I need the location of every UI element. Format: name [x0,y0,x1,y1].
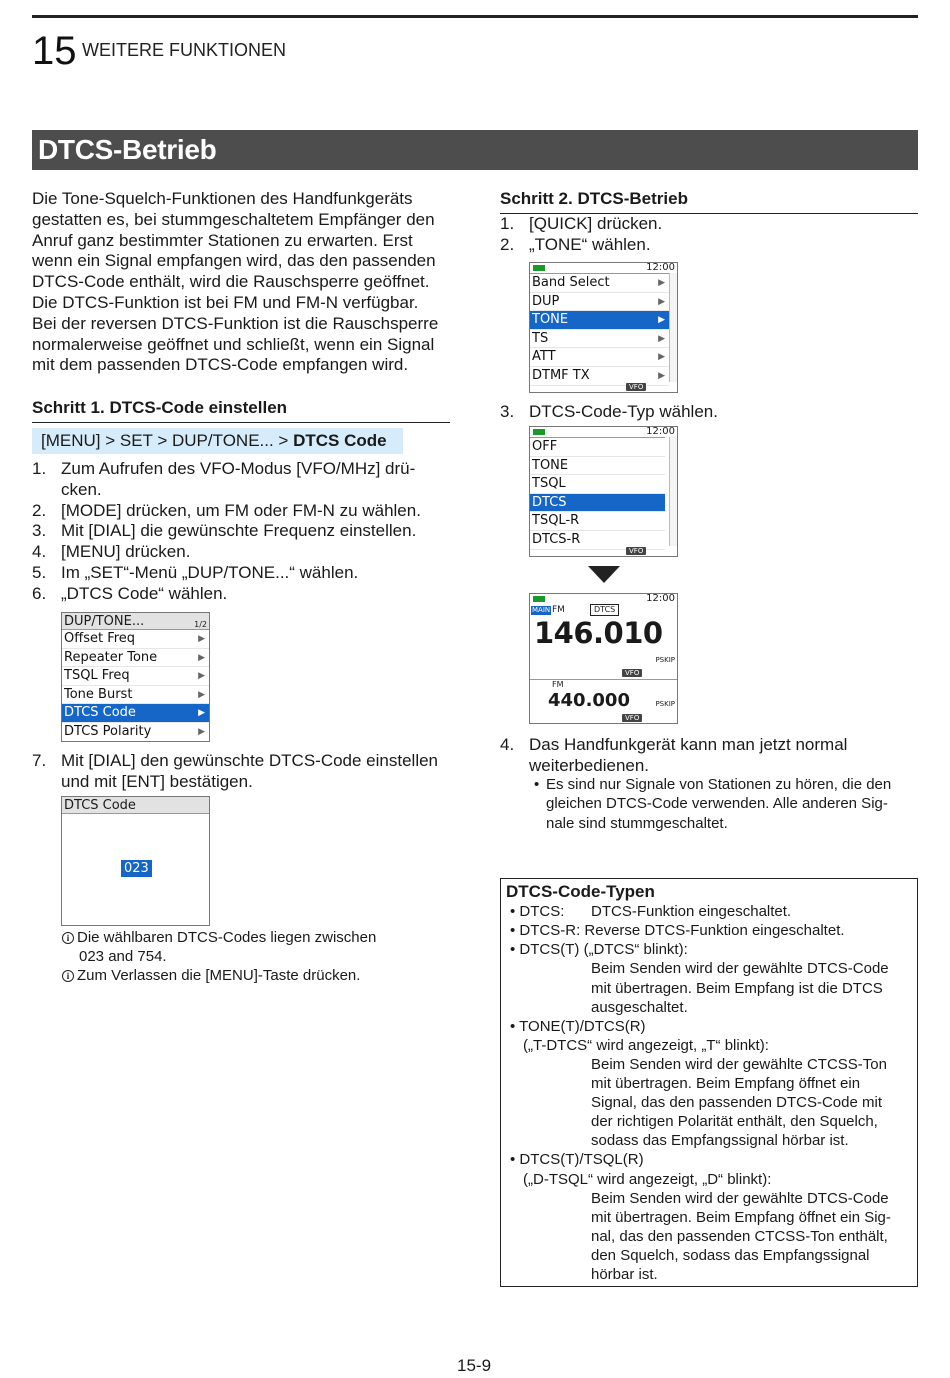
step2-item4-bullet [532,775,918,833]
box-title: DTCS-Code-Typen [506,882,655,901]
lcd-menu-label: TS [532,330,549,346]
note-line [62,947,442,966]
step2-heading: Schritt 2. DTCS-Betrieb [500,189,918,214]
note-text: 023 and 754. [79,948,167,965]
item-text: [QUICK] drücken. [529,214,663,233]
info-icon: i [62,970,74,982]
lcd-status-bar [530,427,677,437]
intro-line: mit dem passenden DTCS-Code empfangen wird. [32,355,409,375]
box-line: • DTCS(T) („DTCS“ blinkt): [510,941,688,959]
clock: 12:00 [646,426,675,437]
lcd-menu-label: ATT [532,349,556,365]
dtcs-code-types-box [500,878,918,1287]
lcd-menu-label: DTCS-R [532,531,581,547]
lcd-quick-menu [529,262,678,393]
lcd-status-bar [530,594,677,604]
list-item [500,235,918,256]
chevron-right-icon: ▶ [198,652,205,663]
item-number: 6. [32,583,47,603]
item-text: weiterbedienen. [529,755,650,775]
battery-icon [533,429,545,435]
note-line [62,928,442,947]
lcd-menu-row [530,457,665,476]
lcd-menu-row [530,311,669,330]
item-number: 4. [500,735,515,754]
intro-line: Die Tone-Squelch-Funktionen des Handfunkgeräts [32,189,413,208]
menu-path-prefix: [MENU] > SET > DUP/TONE... > [41,431,294,450]
note-text: Die wählbaren DTCS-Codes liegen zwischen [77,929,377,946]
menu-path-target: DTCS Code [293,431,387,450]
bullet-line: nale sind stummgeschaltet. [546,814,728,832]
list-item [500,402,918,423]
lcd-menu-label: TSQL [532,476,566,492]
clock: 12:00 [646,262,675,273]
item-number: 7. [32,751,47,770]
chevron-right-icon: ▶ [658,315,665,326]
step1-heading: Schritt 1. DTCS-Code einstellen [32,398,450,423]
lcd-menu-label: DTCS Code [64,705,136,721]
chevron-right-icon: ▶ [658,333,665,344]
lcd-duptone-menu [61,612,210,742]
lcd-menu-row [530,274,669,293]
chevron-right-icon: ▶ [658,296,665,307]
step2-list [500,214,918,256]
lcd-menu-row [530,367,669,386]
lcd-title: DUP/TONE... [64,614,145,629]
chevron-right-icon: ▶ [658,352,665,363]
item-number: 5. [32,562,47,582]
list-item [32,501,452,522]
lcd-menu-label: TSQL-R [532,513,580,529]
box-line: DTCS-Funktion eingeschaltet. [591,903,792,921]
item-number: 3. [500,402,515,421]
list-item [32,459,452,501]
box-line: Beim Senden wird der gewählte DTCS-Code [591,960,889,978]
box-line: • DTCS: [510,903,565,920]
box-line: sodass das Empfangssignal hörbar ist. [591,1132,849,1150]
lcd-menu-row [530,494,665,513]
sub-frequency: 440.000 [548,690,630,711]
lcd-dtcs-code [61,796,210,926]
chevron-right-icon: ▶ [198,671,205,682]
chapter-title: WEITERE FUNKTIONEN [82,40,287,60]
lcd-menu-row [62,723,209,742]
lcd-menu-label: DUP [532,293,560,309]
info-icon: i [62,932,74,944]
box-line: mit übertragen. Beim Empfang öffnet ein [591,1075,861,1092]
item-number: 2. [32,500,47,520]
dtcs-indicator: DTCS [590,604,619,616]
mode-sub: FM [552,680,564,689]
lcd-menu-rows [62,630,209,742]
lcd-menu-row [530,348,669,367]
vfo-tag: VFO [626,547,646,555]
lcd-status-bar [530,263,677,273]
intro-line: Die DTCS-Funktion ist bei FM und FM-N verfügbar. [32,292,419,312]
page-number: 15-9 [457,1356,492,1375]
chevron-right-icon: ▶ [658,370,665,381]
note-text: Zum Verlassen die [MENU]-Taste drücken. [77,967,361,984]
item-number: 1. [32,459,47,478]
lcd-menu-row [62,649,209,668]
main-frequency: 146.010 [534,616,663,650]
item-text: Mit [DIAL] die gewünschte Frequenz einstellen. [61,521,417,541]
intro-line: wenn ein Signal empfangen wird, das den passenden [32,251,436,271]
intro-line: Bei der reversen DTCS-Funktion ist die Rauschsperre [32,313,439,333]
menu-path [32,428,403,454]
list-item [500,735,918,777]
bullet-text: Es sind nur Signale von Stationen zu hören, die den [546,776,892,793]
item-text: cken. [61,479,102,499]
lcd-title: DTCS Code [64,798,136,813]
box-line: Beim Senden wird der gewählte CTCSS-Ton [591,1055,887,1073]
chapter-number: 15 [32,29,77,73]
lcd-menu-row [530,293,669,312]
item-text: Im „SET“-Menü „DUP/TONE...“ wählen. [61,562,359,582]
lcd-menu-label: TONE [532,457,569,473]
dtcs-code-value: 023 [121,860,152,877]
step1-list [32,459,452,605]
lcd-menu-label: TSQL Freq [64,668,130,684]
item-number: 3. [32,521,47,541]
box-line: hörbar ist. [591,1266,658,1283]
pskip-main: PSKIP [655,656,675,664]
lcd-tone-menu [529,426,678,557]
box-line: Signal, das den passenden DTCS-Code mit [591,1094,882,1112]
pskip-sub: PSKIP [655,700,675,708]
chevron-right-icon: ▶ [198,634,205,644]
lcd-menu-row [530,438,665,457]
item-number: 1. [500,214,515,233]
lcd-menu-rows [530,273,669,386]
item-text: „TONE“ wählen. [529,234,651,254]
item-text: Mit [DIAL] den gewünschte DTCS-Code einstellen [61,751,439,770]
box-line: den Squelch, sodass das Empfangssignal [591,1246,870,1264]
lcd-menu-label: TONE [532,312,569,328]
step1-item7 [32,751,452,793]
item-text: und mit [ENT] bestätigen. [61,771,253,791]
lcd-menu-row [62,667,209,686]
note-line [62,966,442,985]
battery-icon [533,265,545,271]
box-line: mit übertragen. Beim Empfang ist die DTCS [591,979,883,997]
battery-icon [533,596,545,602]
item-text: „DTCS Code“ wählen. [61,583,228,603]
intro-line: DTCS-Code enthält, wird die Rauschsperre geöffnet. [32,272,430,292]
clock: 12:00 [646,593,675,604]
main-tag: MAIN [532,606,551,614]
chevron-right-icon: ▶ [198,708,205,719]
lcd-menu-row [62,630,209,649]
chevron-right-icon: ▶ [658,278,665,288]
item-text: DTCS-Code-Typ wählen. [529,402,718,421]
intro-paragraph [32,189,452,376]
list-item [32,751,452,793]
lcd-title-bar [62,797,209,814]
lcd-menu-row [62,686,209,705]
item-text: Zum Aufrufen des VFO-Modus [VFO/MHz] drü- [61,459,416,478]
box-line: • TONE(T)/DTCS(R) [510,1017,646,1035]
vfo-tag: VFO [622,669,642,677]
lcd-menu-rows [530,437,665,550]
item-text: [MODE] drücken, um FM oder FM-N zu wählen. [61,500,421,520]
section-title: DTCS-Betrieb [38,134,217,165]
box-line: • DTCS-R: Reverse DTCS-Funktion eingeschaltet. [510,922,845,940]
box-line: („T-DTCS“ wird angezeigt, „T“ blinkt): [523,1036,769,1054]
lcd-frequency-display [529,593,678,724]
intro-line: gestatten es, bei stummgeschaltetem Empfänger den [32,209,435,229]
item-number: 2. [500,234,515,254]
lcd-background-edge [669,437,677,546]
item-text: Das Handfunkgerät kann man jetzt normal [529,735,848,754]
list-item [32,563,452,584]
item-text: [MENU] drücken. [61,542,191,562]
box-line: nal, das den passenden CTCSS-Ton enthält, [591,1227,888,1245]
lcd-menu-row [530,512,665,531]
lcd-menu-label: Tone Burst [64,686,133,702]
lcd-menu-label: OFF [532,439,558,454]
list-item [500,214,918,235]
chevron-right-icon: ▶ [198,689,205,700]
list-item [32,584,452,605]
top-rule [32,15,918,18]
lcd-menu-label: DTCS [532,494,567,510]
mode-main: FM [552,605,565,615]
bullet-line [532,775,918,794]
lcd-page-indicator: 1/2 [194,620,207,629]
lcd-menu-label: DTCS Polarity [64,723,152,739]
lcd-background-edge [669,273,677,382]
lcd-menu-row [530,475,665,494]
lcd-title-bar [62,613,209,630]
lcd-menu-label: Band Select [532,275,610,290]
bullet-line: gleichen DTCS-Code verwenden. Alle anderen Sig- [546,795,888,813]
step2-item4 [500,735,918,777]
list-item [32,521,452,542]
item-number: 4. [32,542,47,562]
vfo-tag-sub: VFO [622,714,642,722]
section-header [32,130,918,170]
lcd-menu-label: Repeater Tone [64,649,158,665]
box-line: der richtigen Polarität enthält, den Squelch, [591,1113,878,1131]
arrow-down-icon [588,566,620,583]
lcd-menu-label: DTMF TX [532,367,590,383]
vfo-tag: VFO [626,383,646,391]
box-line: • DTCS(T)/TSQL(R) [510,1151,644,1169]
box-line: mit übertragen. Beim Empfang öffnet ein Sig- [591,1208,891,1226]
lcd-menu-row [62,704,209,723]
step2-item3 [500,402,918,423]
intro-line: normalerweise geöffnet und schließt, wenn ein Signal [32,334,435,354]
box-line: ausgeschaltet. [591,998,688,1016]
box-line: Beim Senden wird der gewählte DTCS-Code [591,1189,889,1207]
bullet-dot-icon: • [534,776,540,793]
lcd-menu-row [530,330,669,349]
lcd-menu-label: Offset Freq [64,631,136,646]
list-item [32,542,452,563]
chevron-right-icon: ▶ [198,726,205,737]
box-line: („D-TSQL“ wird angezeigt, „D“ blinkt): [523,1170,772,1188]
intro-line: Anruf ganz bestimmter Stationen zu erwarten. Erst [32,230,413,250]
info-notes [62,928,442,985]
